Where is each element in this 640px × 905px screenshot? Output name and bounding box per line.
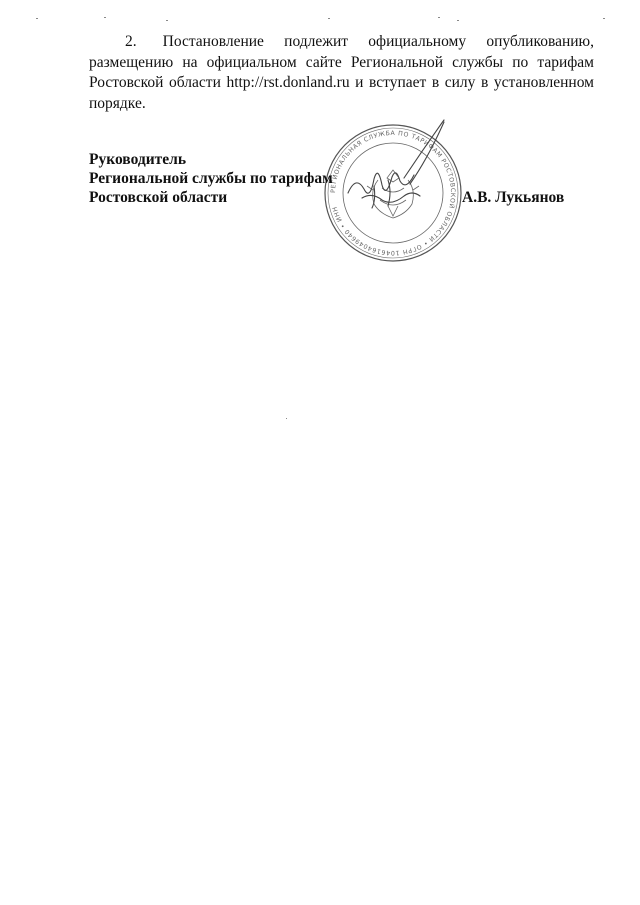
scan-speck [286, 418, 287, 419]
scan-speck [438, 17, 440, 18]
paragraph-text: Постановление подлежит официальному опубликованию, размещению на официальном сайте Региональной службы по тарифам Ростовской области http://rst.donland.ru и вступает в силу в установленном порядке. [89, 33, 594, 112]
signatory-position [89, 150, 333, 207]
paragraph-2 [89, 32, 594, 114]
paragraph-number: 2. [125, 33, 137, 50]
position-line: Региональной службы по тарифам [89, 170, 333, 187]
scan-speck [457, 20, 459, 21]
scan-speck [104, 17, 106, 18]
scan-speck [166, 20, 168, 21]
official-seal [318, 118, 468, 268]
scan-speck [328, 18, 330, 19]
svg-text:РЕГИОНАЛЬНАЯ СЛУЖБА ПО ТАРИФАМ: РЕГИОНАЛЬНАЯ СЛУЖБА ПО ТАРИФАМ РОСТОВСКОЙ ОБЛАСТИ • ОГРН 1046164049640 • ИНН [329, 129, 457, 257]
signatory-name: А.В. Лукьянов [462, 189, 565, 206]
position-line: Ростовской области [89, 189, 228, 206]
scan-speck [603, 18, 605, 19]
position-line: Руководитель [89, 151, 187, 168]
scan-speck [36, 18, 38, 19]
